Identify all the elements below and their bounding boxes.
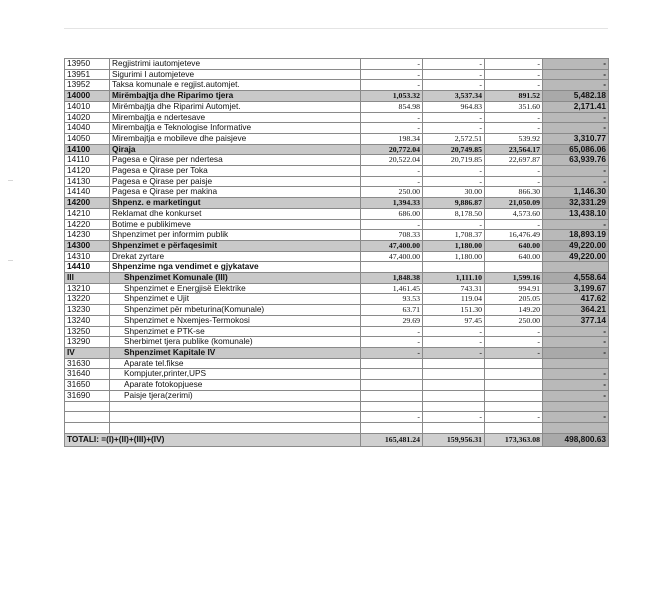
- row-code: 14050: [65, 133, 110, 144]
- row-description: Mirëmbajtja dhe Riparimi Automjet.: [110, 101, 361, 112]
- row-description: Shpenzime nga vendimet e gjykatave: [110, 262, 361, 273]
- row-value-3: [485, 401, 543, 412]
- row-value-2: -: [423, 326, 485, 337]
- row-code: III: [65, 273, 110, 284]
- table-row: [65, 133, 609, 144]
- row-description: Sherbimet tjera publike (komunale): [110, 337, 361, 348]
- table-row: [65, 80, 609, 91]
- row-total: 13,438.10: [543, 208, 609, 219]
- row-value-1: 1,053.32: [361, 91, 423, 102]
- row-total: -: [543, 412, 609, 423]
- row-code: 14040: [65, 123, 110, 134]
- row-value-1: -: [361, 69, 423, 80]
- table-row: [65, 208, 609, 219]
- row-total: 364.21: [543, 305, 609, 316]
- margin-mark: [8, 260, 13, 261]
- row-value-1: 708.33: [361, 230, 423, 241]
- row-description: Sigurimi I automjeteve: [110, 69, 361, 80]
- row-total: 18,893.19: [543, 230, 609, 241]
- row-code: 31650: [65, 380, 110, 391]
- table-row: [65, 401, 609, 412]
- row-code: 31690: [65, 390, 110, 401]
- row-code: 13220: [65, 294, 110, 305]
- table-row: [65, 273, 609, 284]
- total-value-3: 173,363.08: [485, 433, 543, 446]
- row-value-3: 640.00: [485, 240, 543, 251]
- row-total: -: [543, 337, 609, 348]
- row-value-1: 854.98: [361, 101, 423, 112]
- row-description: Pagesa e Qirase per ndertesa: [110, 155, 361, 166]
- total-value-1: 165,481.24: [361, 433, 423, 446]
- row-value-1: 686.00: [361, 208, 423, 219]
- row-value-2: -: [423, 412, 485, 423]
- row-value-1: -: [361, 123, 423, 134]
- expense-table-sheet: [64, 58, 608, 447]
- table-row: [65, 123, 609, 134]
- table-row: [65, 166, 609, 177]
- row-value-2: 151.30: [423, 305, 485, 316]
- row-value-1: 47,400.00: [361, 251, 423, 262]
- row-total: -: [543, 326, 609, 337]
- row-total: -: [543, 59, 609, 70]
- row-total: -: [543, 369, 609, 380]
- row-description: Aparate tel.fikse: [110, 358, 361, 369]
- table-total-row: [65, 433, 609, 446]
- table-row: [65, 155, 609, 166]
- row-code: 13952: [65, 80, 110, 91]
- row-total: 2,171.41: [543, 101, 609, 112]
- row-total: -: [543, 390, 609, 401]
- row-value-2: 30.00: [423, 187, 485, 198]
- row-value-1: 1,848.38: [361, 273, 423, 284]
- row-total: 3,199.67: [543, 283, 609, 294]
- table-row: [65, 198, 609, 209]
- row-description: Taksa komunale e regjist.automjet.: [110, 80, 361, 91]
- row-value-1: -: [361, 176, 423, 187]
- row-description: Mirembajtja e Teknologise Informative: [110, 123, 361, 134]
- row-total: 49,220.00: [543, 240, 609, 251]
- table-row: [65, 369, 609, 380]
- row-description: Shpenzimet Kapitale IV: [110, 347, 361, 358]
- row-value-1: 198.34: [361, 133, 423, 144]
- row-code: 13230: [65, 305, 110, 316]
- row-value-3: 250.00: [485, 315, 543, 326]
- table-row: [65, 112, 609, 123]
- row-value-3: -: [485, 347, 543, 358]
- row-value-1: -: [361, 412, 423, 423]
- row-value-3: -: [485, 80, 543, 91]
- row-description: Qiraja: [110, 144, 361, 155]
- row-value-1: [361, 369, 423, 380]
- row-code: 13290: [65, 337, 110, 348]
- row-value-1: 93.53: [361, 294, 423, 305]
- row-value-2: [423, 401, 485, 412]
- row-code: 14140: [65, 187, 110, 198]
- table-row: [65, 358, 609, 369]
- row-value-3: 16,476.49: [485, 230, 543, 241]
- row-value-1: -: [361, 347, 423, 358]
- row-value-1: 63.71: [361, 305, 423, 316]
- table-row: [65, 187, 609, 198]
- row-value-2: -: [423, 337, 485, 348]
- table-row: [65, 144, 609, 155]
- table-row: [65, 326, 609, 337]
- row-total: -: [543, 219, 609, 230]
- row-value-2: 1,180.00: [423, 240, 485, 251]
- row-value-3: [485, 380, 543, 391]
- row-value-3: 149.20: [485, 305, 543, 316]
- row-description: Paisje tjera(zerimi): [110, 390, 361, 401]
- row-total: 49,220.00: [543, 251, 609, 262]
- total-grand: 498,800.63: [543, 433, 609, 446]
- row-value-2: [423, 358, 485, 369]
- table-row: [65, 59, 609, 70]
- row-value-3: -: [485, 176, 543, 187]
- row-total: 417.62: [543, 294, 609, 305]
- row-total: -: [543, 80, 609, 91]
- row-description: [110, 412, 361, 423]
- row-description: [110, 422, 361, 433]
- row-code: 14410: [65, 262, 110, 273]
- row-code: 13951: [65, 69, 110, 80]
- row-value-2: [423, 262, 485, 273]
- row-value-3: -: [485, 123, 543, 134]
- table-row: [65, 380, 609, 391]
- row-value-1: [361, 401, 423, 412]
- row-description: Shpenzimet Komunale (III): [110, 273, 361, 284]
- row-total: [543, 358, 609, 369]
- row-value-3: 4,573.60: [485, 208, 543, 219]
- row-value-1: -: [361, 112, 423, 123]
- row-code: 14220: [65, 219, 110, 230]
- row-code: 14020: [65, 112, 110, 123]
- row-value-3: 22,697.87: [485, 155, 543, 166]
- total-label: TOTALI: =(I)+(II)+(III)+(IV): [65, 433, 361, 446]
- row-total: -: [543, 347, 609, 358]
- row-code: IV: [65, 347, 110, 358]
- row-value-3: 205.05: [485, 294, 543, 305]
- row-total: [543, 262, 609, 273]
- row-description: Mirembajtja e ndertesave: [110, 112, 361, 123]
- row-description: Regjistrimi iautomjeteve: [110, 59, 361, 70]
- row-value-1: -: [361, 326, 423, 337]
- row-total: 63,939.76: [543, 155, 609, 166]
- row-description: Mirembajtja e mobileve dhe paisjeve: [110, 133, 361, 144]
- row-value-1: 20,522.04: [361, 155, 423, 166]
- table-row: [65, 69, 609, 80]
- row-description: Kompjuter,printer,UPS: [110, 369, 361, 380]
- row-value-3: 866.30: [485, 187, 543, 198]
- table-row: [65, 230, 609, 241]
- row-value-2: -: [423, 112, 485, 123]
- row-total: 4,558.64: [543, 273, 609, 284]
- expense-table: [64, 58, 609, 447]
- row-value-1: 29.69: [361, 315, 423, 326]
- row-value-3: -: [485, 412, 543, 423]
- row-total: -: [543, 123, 609, 134]
- row-code: 14100: [65, 144, 110, 155]
- row-value-3: [485, 390, 543, 401]
- table-row: [65, 305, 609, 316]
- row-value-3: -: [485, 69, 543, 80]
- row-code: 14310: [65, 251, 110, 262]
- row-value-2: 964.83: [423, 101, 485, 112]
- row-description: Shpenzimet e Nxemjes-Termokosi: [110, 315, 361, 326]
- row-value-1: [361, 262, 423, 273]
- row-total: -: [543, 166, 609, 177]
- table-row: [65, 337, 609, 348]
- row-value-3: [485, 262, 543, 273]
- row-total: 3,310.77: [543, 133, 609, 144]
- table-row: [65, 283, 609, 294]
- row-value-2: 9,886.87: [423, 198, 485, 209]
- row-value-3: 891.52: [485, 91, 543, 102]
- row-code: [65, 401, 110, 412]
- table-row: [65, 422, 609, 433]
- row-description: Mirëmbajtja dhe Riparimo tjera: [110, 91, 361, 102]
- row-code: 14000: [65, 91, 110, 102]
- table-row: [65, 262, 609, 273]
- row-value-1: 1,394.33: [361, 198, 423, 209]
- table-row: [65, 294, 609, 305]
- row-code: 13240: [65, 315, 110, 326]
- row-value-1: 250.00: [361, 187, 423, 198]
- row-code: 14110: [65, 155, 110, 166]
- row-code: 13210: [65, 283, 110, 294]
- row-total: [543, 422, 609, 433]
- row-description: Reklamat dhe konkurset: [110, 208, 361, 219]
- row-total: -: [543, 176, 609, 187]
- row-value-3: -: [485, 326, 543, 337]
- row-value-3: 1,599.16: [485, 273, 543, 284]
- row-total: 377.14: [543, 315, 609, 326]
- row-description: Shpenz. e marketingut: [110, 198, 361, 209]
- row-value-1: -: [361, 59, 423, 70]
- row-total: 1,146.30: [543, 187, 609, 198]
- table-row: [65, 347, 609, 358]
- row-value-2: 20,749.85: [423, 144, 485, 155]
- row-value-3: 539.92: [485, 133, 543, 144]
- table-row: [65, 240, 609, 251]
- row-value-3: [485, 369, 543, 380]
- table-row: [65, 101, 609, 112]
- row-description: Drekat zyrtare: [110, 251, 361, 262]
- table-row: [65, 315, 609, 326]
- row-value-2: 1,111.10: [423, 273, 485, 284]
- row-value-3: 351.60: [485, 101, 543, 112]
- row-code: 13250: [65, 326, 110, 337]
- row-value-2: [423, 390, 485, 401]
- row-value-2: -: [423, 123, 485, 134]
- row-code: 13950: [65, 59, 110, 70]
- row-value-3: 23,564.17: [485, 144, 543, 155]
- row-value-1: [361, 422, 423, 433]
- row-total: 65,086.06: [543, 144, 609, 155]
- row-value-2: -: [423, 347, 485, 358]
- row-total: [543, 401, 609, 412]
- row-code: 14130: [65, 176, 110, 187]
- row-value-2: -: [423, 166, 485, 177]
- table-row: [65, 91, 609, 102]
- row-value-1: [361, 358, 423, 369]
- row-value-2: -: [423, 219, 485, 230]
- row-value-2: 119.04: [423, 294, 485, 305]
- row-description: Shpenzimet e Energjisë Elektrike: [110, 283, 361, 294]
- row-value-2: -: [423, 176, 485, 187]
- row-value-2: -: [423, 59, 485, 70]
- row-code: 14010: [65, 101, 110, 112]
- row-value-2: -: [423, 69, 485, 80]
- row-value-1: 1,461.45: [361, 283, 423, 294]
- row-code: 31630: [65, 358, 110, 369]
- row-description: Pagesa e Qirase per Toka: [110, 166, 361, 177]
- row-value-3: [485, 422, 543, 433]
- row-description: Shpenzimet e përfaqesimit: [110, 240, 361, 251]
- row-description: Shpenzimet per informim publik: [110, 230, 361, 241]
- table-row: [65, 251, 609, 262]
- row-value-2: [423, 422, 485, 433]
- row-value-3: -: [485, 112, 543, 123]
- row-value-3: 21,050.09: [485, 198, 543, 209]
- row-value-2: 20,719.85: [423, 155, 485, 166]
- row-value-2: 8,178.50: [423, 208, 485, 219]
- row-value-2: -: [423, 80, 485, 91]
- row-total: -: [543, 112, 609, 123]
- row-value-1: [361, 390, 423, 401]
- row-code: 14210: [65, 208, 110, 219]
- row-value-2: [423, 380, 485, 391]
- row-value-1: -: [361, 166, 423, 177]
- row-value-3: -: [485, 219, 543, 230]
- row-value-3: 640.00: [485, 251, 543, 262]
- total-value-2: 159,956.31: [423, 433, 485, 446]
- row-value-2: 97.45: [423, 315, 485, 326]
- row-value-1: -: [361, 337, 423, 348]
- row-code: 14200: [65, 198, 110, 209]
- row-description: Aparate fotokopjuese: [110, 380, 361, 391]
- table-row: [65, 176, 609, 187]
- table-row: [65, 390, 609, 401]
- row-value-1: 47,400.00: [361, 240, 423, 251]
- row-value-2: 1,180.00: [423, 251, 485, 262]
- row-value-2: [423, 369, 485, 380]
- row-description: Shpenzimet për mbeturina(Komunale): [110, 305, 361, 316]
- row-value-2: 1,708.37: [423, 230, 485, 241]
- row-total: -: [543, 380, 609, 391]
- row-value-3: -: [485, 337, 543, 348]
- row-value-2: 2,572.51: [423, 133, 485, 144]
- row-code: 14120: [65, 166, 110, 177]
- row-value-1: [361, 380, 423, 391]
- row-value-3: 994.91: [485, 283, 543, 294]
- row-description: Pagesa e Qirase per paisje: [110, 176, 361, 187]
- table-row: [65, 219, 609, 230]
- row-value-3: -: [485, 166, 543, 177]
- margin-mark: [8, 180, 13, 181]
- row-value-1: -: [361, 219, 423, 230]
- row-total: 32,331.29: [543, 198, 609, 209]
- row-code: 14300: [65, 240, 110, 251]
- table-row: [65, 412, 609, 423]
- row-description: Botime e publikimeve: [110, 219, 361, 230]
- row-code: 14230: [65, 230, 110, 241]
- row-value-2: 3,537.34: [423, 91, 485, 102]
- row-description: Shpenzimet e Ujit: [110, 294, 361, 305]
- row-value-1: 20,772.04: [361, 144, 423, 155]
- row-value-3: -: [485, 59, 543, 70]
- row-code: [65, 412, 110, 423]
- row-value-1: -: [361, 80, 423, 91]
- row-value-3: [485, 358, 543, 369]
- row-total: 5,482.18: [543, 91, 609, 102]
- row-code: [65, 422, 110, 433]
- row-description: [110, 401, 361, 412]
- scan-artifact-line: [64, 28, 608, 29]
- row-code: 31640: [65, 369, 110, 380]
- row-value-2: 743.31: [423, 283, 485, 294]
- row-description: Shpenzimet e PTK-se: [110, 326, 361, 337]
- row-description: Pagesa e Qirase per makina: [110, 187, 361, 198]
- row-total: -: [543, 69, 609, 80]
